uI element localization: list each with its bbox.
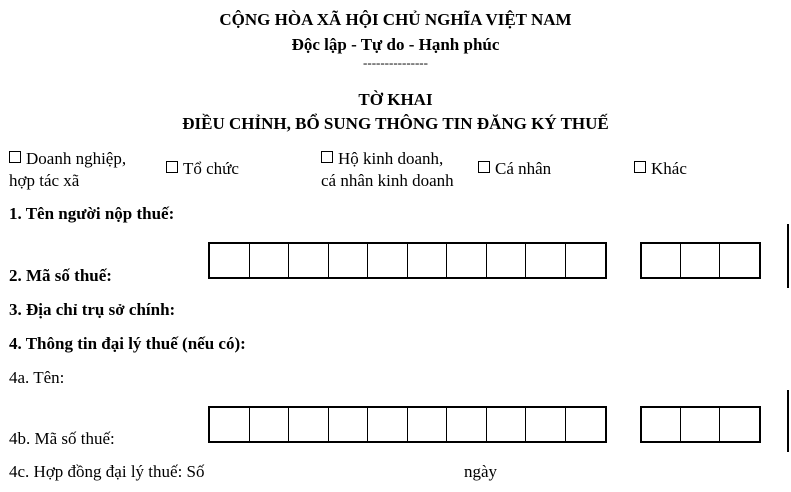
taxpayer-name-label: 1. Tên người nộp thuế: <box>9 204 175 223</box>
agent-tax-code-digit[interactable] <box>566 408 605 441</box>
tax-agent-info-label: 4. Thông tin đại lý thuế (nếu có): <box>9 334 246 353</box>
option-individual[interactable] <box>478 158 551 180</box>
option-organization[interactable] <box>166 158 239 180</box>
option-household-line2: cá nhân kinh doanh <box>321 171 454 190</box>
agent-tax-code-digit[interactable] <box>368 408 408 441</box>
agent-tax-code-boxes[interactable] <box>208 406 607 443</box>
tax-code-digit[interactable] <box>408 244 448 277</box>
form-title: TỜ KHAI <box>358 90 433 109</box>
country-name: CỘNG HÒA XÃ HỘI CHỦ NGHĨA VIỆT NAM <box>219 10 572 29</box>
header-separator: --------------- <box>363 55 428 70</box>
agent-tax-code-digit[interactable] <box>329 408 369 441</box>
tax-code-digit[interactable] <box>526 244 566 277</box>
head-office-address-label: 3. Địa chỉ trụ sở chính: <box>9 300 176 319</box>
tax-code-suffix-digit[interactable] <box>681 244 720 277</box>
option-other-label: Khác <box>651 159 687 178</box>
tax-code-digit[interactable] <box>289 244 329 277</box>
agent-tax-code-digit[interactable] <box>408 408 448 441</box>
option-household[interactable] <box>321 148 454 192</box>
tax-agent-name-label: 4a. Tên: <box>9 368 65 387</box>
national-motto: Độc lập - Tự do - Hạnh phúc <box>291 35 500 54</box>
agent-tax-code-digit[interactable] <box>447 408 487 441</box>
agent-tax-code-suffix-digit[interactable] <box>720 408 759 441</box>
agent-tax-code-digit[interactable] <box>210 408 250 441</box>
option-enterprise-line1: Doanh nghiệp, <box>26 149 127 168</box>
tax-code-digit[interactable] <box>210 244 250 277</box>
tax-code-digit[interactable] <box>250 244 290 277</box>
tax-agent-contract-date-label: ngày <box>464 462 498 481</box>
checkbox-household[interactable] <box>321 151 333 163</box>
option-enterprise-line2: hợp tác xã <box>9 171 80 190</box>
tax-code-digit[interactable] <box>368 244 408 277</box>
tax-agent-contract-label: 4c. Hợp đồng đại lý thuế: Số <box>9 462 205 481</box>
option-enterprise[interactable] <box>9 148 126 192</box>
option-other[interactable] <box>634 158 687 180</box>
option-individual-label: Cá nhân <box>495 159 552 178</box>
checkbox-organization[interactable] <box>166 161 178 173</box>
tax-code-digit[interactable] <box>566 244 605 277</box>
option-household-line1: Hộ kinh doanh, <box>338 149 444 168</box>
option-organization-label: Tổ chức <box>183 159 239 178</box>
agent-tax-code-digit[interactable] <box>526 408 566 441</box>
checkbox-individual[interactable] <box>478 161 490 173</box>
agent-tax-code-digit[interactable] <box>250 408 290 441</box>
tax-code-digit[interactable] <box>447 244 487 277</box>
checkbox-enterprise[interactable] <box>9 151 21 163</box>
agent-tax-code-suffix-boxes[interactable] <box>640 406 761 443</box>
tax-code-label: 2. Mã số thuế: <box>9 266 112 285</box>
tax-code-digit[interactable] <box>487 244 527 277</box>
tax-agent-code-label: 4b. Mã số thuế: <box>9 429 115 448</box>
page-edge-line <box>787 390 789 452</box>
tax-code-boxes[interactable] <box>208 242 607 279</box>
form-subtitle: ĐIỀU CHỈNH, BỔ SUNG THÔNG TIN ĐĂNG KÝ THUẾ <box>182 114 609 133</box>
checkbox-other[interactable] <box>634 161 646 173</box>
agent-tax-code-suffix-digit[interactable] <box>642 408 681 441</box>
page-edge-line <box>787 224 789 288</box>
agent-tax-code-digit[interactable] <box>487 408 527 441</box>
agent-tax-code-digit[interactable] <box>289 408 329 441</box>
tax-code-suffix-digit[interactable] <box>642 244 681 277</box>
agent-tax-code-suffix-digit[interactable] <box>681 408 720 441</box>
tax-code-suffix-digit[interactable] <box>720 244 759 277</box>
tax-code-digit[interactable] <box>329 244 369 277</box>
tax-code-suffix-boxes[interactable] <box>640 242 761 279</box>
